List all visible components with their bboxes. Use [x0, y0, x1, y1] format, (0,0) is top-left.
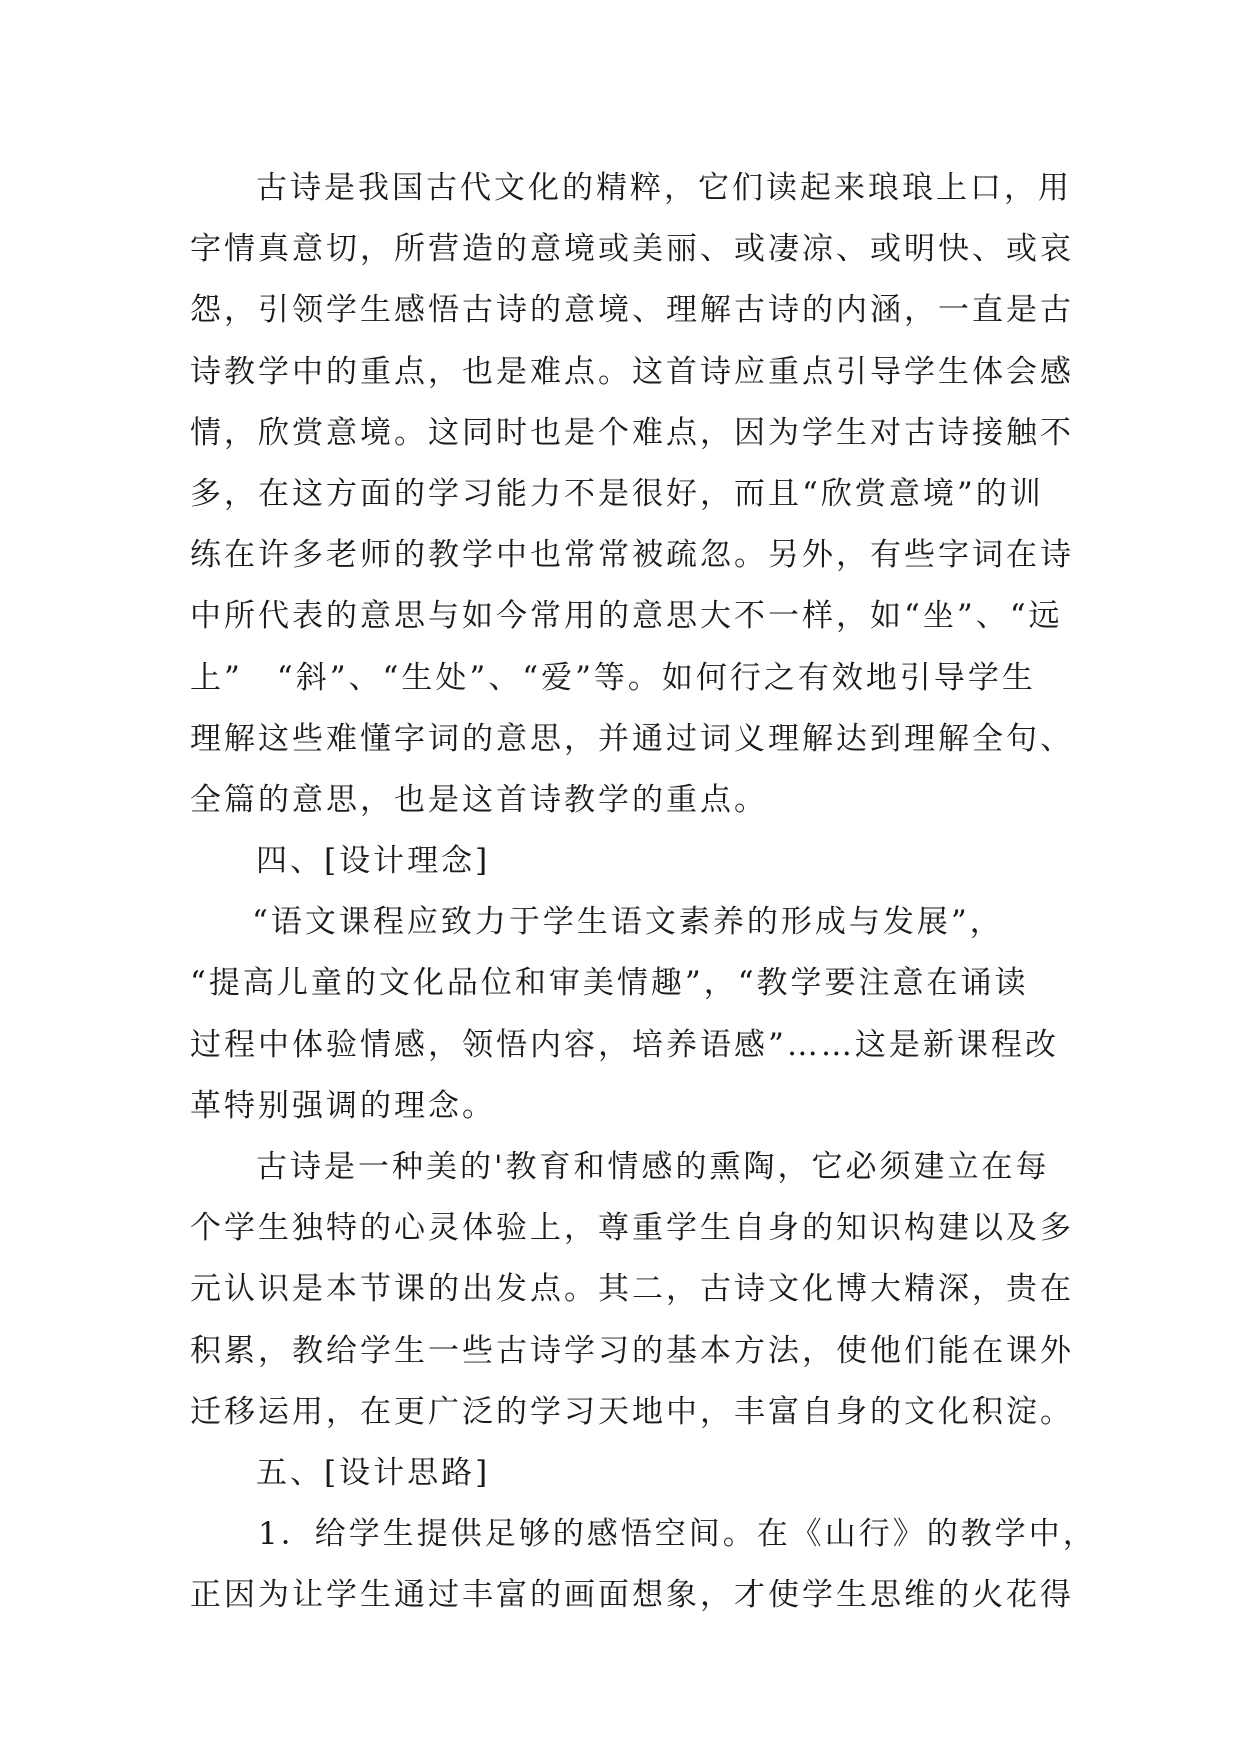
paragraph-line: 古诗是一种美的'教育和情感的熏陶，它必须建立在每: [256, 1149, 1050, 1185]
section-heading-design-concept: 四、[设计理念]: [256, 843, 491, 880]
paragraph-line: 多，在这方面的学习能力不是很好，而且“欣赏意境”的训: [190, 475, 1044, 512]
paragraph-line: 古诗是我国古代文化的精粹，它们读起来琅琅上口，用: [256, 170, 1072, 206]
paragraph-line: 字情真意切，所营造的意境或美丽、或凄凉、或明快、或哀: [190, 231, 1074, 268]
paragraph-line: 过程中体验情感，领悟内容，培养语感”……这是新课程改: [190, 1026, 1059, 1063]
paragraph-line: 练在许多老师的教学中也常常被疏忽。另外，有些字词在诗: [190, 537, 1074, 574]
list-item-line: 1．给学生提供足够的感悟空间。在《山行》的教学中，: [258, 1516, 1097, 1553]
paragraph-line: 积累，教给学生一些古诗学习的基本方法，使他们能在课外: [190, 1332, 1074, 1369]
paragraph-line: 正因为让学生通过丰富的画面想象，才使学生思维的火花得: [190, 1577, 1074, 1614]
paragraph-line: 全篇的意思，也是这首诗教学的重点。: [190, 781, 768, 818]
paragraph-line: “语文课程应致力于学生语文素养的形成与发展”，: [252, 904, 1004, 941]
paragraph-line: “提高儿童的文化品位和审美情趣”，“教学要注意在诵读: [190, 965, 1029, 1002]
paragraph-line: 理解这些难懂字词的意思，并通过词义理解达到理解全句、: [190, 720, 1074, 757]
paragraph-line: 迁移运用，在更广泛的学习天地中，丰富自身的文化积淀。: [190, 1393, 1074, 1430]
document-body: [190, 158, 1097, 1627]
paragraph-line: 中所代表的意思与如今常用的意思大不一样，如“坐”、“远: [190, 598, 1063, 635]
section-heading-design-approach: 五、[设计思路]: [256, 1454, 491, 1491]
paragraph-line: 个学生独特的心灵体验上，尊重学生自身的知识构建以及多: [190, 1210, 1074, 1247]
paragraph-line: 怨，引领学生感悟古诗的意境、理解古诗的内涵，一直是古: [190, 292, 1074, 329]
paragraph-line: 情，欣赏意境。这同时也是个难点，因为学生对古诗接触不: [190, 414, 1074, 451]
paragraph-line: 元认识是本节课的出发点。其二，古诗文化博大精深，贵在: [190, 1271, 1074, 1308]
paragraph-line: 诗教学中的重点，也是难点。这首诗应重点引导学生体会感: [190, 353, 1074, 390]
paragraph-line: 革特别强调的理念。: [190, 1087, 496, 1124]
paragraph-line: 上” “斜”、“生处”、“爱”等。如何行之有效地引导学生: [190, 659, 1036, 696]
